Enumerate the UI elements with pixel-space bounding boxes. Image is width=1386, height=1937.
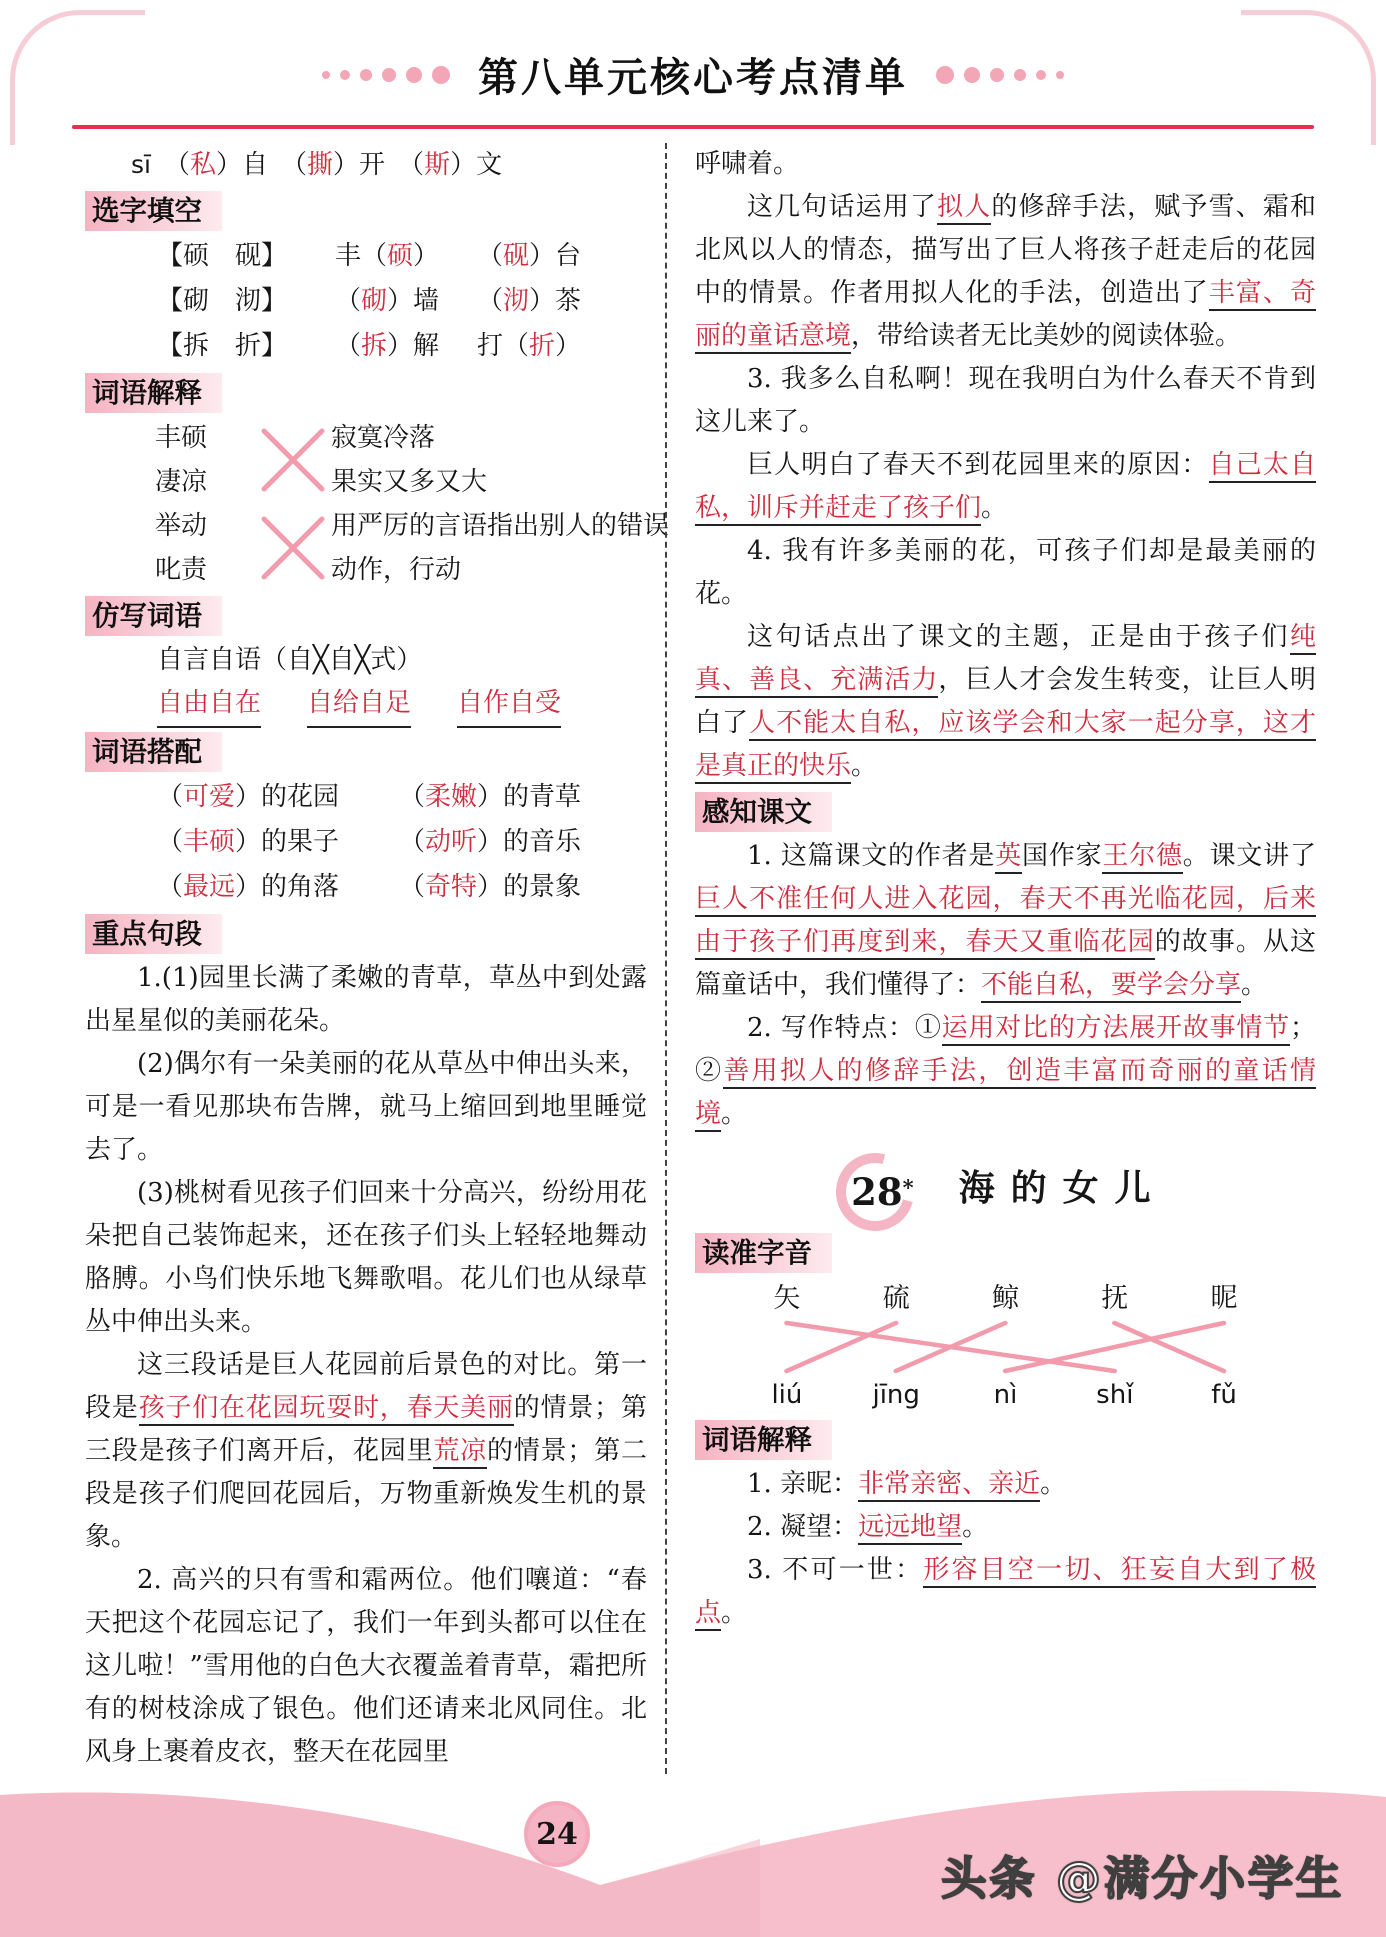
body-paragraph: 1. 这篇课文的作者是英国作家王尔德。课文讲了巨人不准任何人进入花园，春天不再光临花园，后来由于孩子们再度到来，春天又重临花园的故事。从这篇童话中，我们懂得了：不能自私，要学会分享。 <box>695 835 1316 1007</box>
body-paragraph: 1. 亲昵：非常亲密、亲近。 <box>695 1463 1316 1506</box>
answer-blank: （沏）茶 <box>477 286 582 316</box>
match-definition: 寂寞冷落 <box>331 423 436 453</box>
match-word: 举动 <box>155 511 208 541</box>
lesson-star: * <box>902 1175 914 1200</box>
answer-blank: 丰（硕） <box>335 241 440 271</box>
collocation-item: （最远）的角落 <box>157 872 340 902</box>
body-paragraph: 这句话点出了课文的主题，正是由于孩子们纯真、善良、充满活力，巨人才会发生转变，让巨人明白了人不能太自私，应该学会和大家一起分享，这才是真正的快乐。 <box>695 616 1316 788</box>
word-matching-group <box>85 504 670 592</box>
match-definition: 用严厉的言语指出别人的错误 <box>331 511 670 541</box>
body-paragraph: 呼啸着。 <box>695 149 800 179</box>
pinyin-fill-line: sī （私）自 （撕）开 （斯）文 <box>131 150 503 180</box>
body-paragraph: 这几句话运用了拟人的修辞手法，赋予雪、霜和北风以人的情态，描写出了巨人将孩子赶走后的花园中的情景。作者用拟人化的手法，创造出了丰富、奇丽的童话意境，带给读者无比美妙的阅读体验。 <box>695 186 1316 358</box>
lesson-number-badge <box>844 1151 920 1225</box>
page-footer <box>0 1777 1386 1937</box>
answer-blank: （砚）台 <box>477 241 582 271</box>
char-pair-label: 【拆 折】 <box>157 331 288 361</box>
collocation-row <box>85 820 647 865</box>
match-word: 叱责 <box>155 555 208 585</box>
section-header-word-definitions: 词语解释 <box>85 373 222 413</box>
collocation-row <box>85 775 647 820</box>
pinyin: fǔ <box>1211 1380 1237 1410</box>
character-row <box>732 1278 1278 1320</box>
character: 鲸 <box>992 1283 1019 1314</box>
answer-blank: （砌）墙 <box>335 286 440 316</box>
matching-definitions <box>331 416 487 504</box>
decorative-dots-left <box>317 64 455 83</box>
corner-frame-top-right <box>1241 10 1376 145</box>
word-pattern: 自言自语（自╳自╳式） <box>157 645 423 675</box>
section-header-word-definitions-2: 词语解释 <box>695 1420 832 1460</box>
body-paragraph: 2. 写作特点：①运用对比的方法展开故事情节；②善用拟人的修辞手法，创造丰富而奇丽的童话情境。 <box>695 1007 1316 1136</box>
character: 抚 <box>1101 1283 1129 1314</box>
pattern-answer: 自作自受 <box>457 682 561 728</box>
section-header-collocation: 词语搭配 <box>85 732 222 772</box>
character: 昵 <box>1210 1283 1238 1314</box>
char-choice-row <box>85 324 647 369</box>
collocation-item: （柔嫩）的青草 <box>399 782 582 812</box>
match-definition: 果实又多又大 <box>331 467 488 497</box>
matching-definitions <box>331 504 669 592</box>
word-matching-group <box>85 416 647 504</box>
matching-cross-lines <box>261 507 325 589</box>
collocation-item: （奇特）的景象 <box>399 872 582 902</box>
left-column <box>85 143 670 1774</box>
collocation-row <box>85 865 647 910</box>
pinyin: shǐ <box>1096 1380 1134 1410</box>
body-paragraph: 这三段话是巨人花园前后景色的对比。第一段是孩子们在花园玩耍时，春天美丽的情景；第三段是孩子们离开后，花园里荒凉的情景；第二段是孩子们爬回花园后，万物重新焕发生机的景象。 <box>85 1350 647 1552</box>
body-paragraph: (3)桃树看见孩子们回来十分高兴，纷纷用花朵把自己装饰起来，还在孩子们头上轻轻地舞动胳膊。小鸟们快乐地飞舞歌唱。花儿们也从绿草丛中伸出头来。 <box>85 1178 647 1337</box>
collocation-item: （动听）的音乐 <box>399 827 582 857</box>
pinyin: liú <box>771 1380 803 1410</box>
character: 硫 <box>882 1283 910 1314</box>
collocation-item: （丰硕）的果子 <box>157 827 340 857</box>
char-pair-label: 【砌 沏】 <box>157 286 288 316</box>
pinyin-matching <box>732 1278 1278 1416</box>
body-paragraph: 4. 我有许多美丽的花，可孩子们却是最美丽的花。 <box>695 536 1316 609</box>
answer-blank: （拆）解 <box>335 331 440 361</box>
lesson-heading <box>695 1150 1316 1225</box>
body-paragraph: (2)偶尔有一朵美丽的花从草丛中伸出头来，可是一看见那块布告牌，就马上缩回到地里睡觉去了。 <box>85 1049 647 1165</box>
character: 矢 <box>773 1283 801 1314</box>
pinyin-match-lines <box>732 1320 1278 1374</box>
pattern-answers <box>85 682 647 728</box>
match-definition: 动作，行动 <box>331 555 462 585</box>
matching-cross-lines <box>261 419 325 501</box>
page-title: 第八单元核心考点清单 <box>478 55 908 101</box>
corner-frame-top-left <box>10 10 145 145</box>
lesson-title: 海的女儿 <box>958 1167 1167 1209</box>
section-header-key-sentences: 重点句段 <box>85 914 222 954</box>
collocation-item: （可爱）的花园 <box>157 782 340 812</box>
pinyin-row <box>732 1374 1278 1416</box>
char-pair-label: 【硕 砚】 <box>157 241 288 271</box>
answer-blank: 打（折） <box>477 331 582 361</box>
body-paragraph: 1.(1)园里长满了柔嫩的青草，草丛中到处露出星星似的美丽花朵。 <box>85 963 647 1036</box>
pinyin: nì <box>993 1380 1018 1410</box>
matching-words <box>155 416 261 504</box>
char-choice-row <box>85 234 647 279</box>
body-paragraph: 巨人明白了春天不到花园里来的原因：自己太自私，训斥并赶走了孩子们。 <box>695 444 1316 530</box>
body-paragraph: 2. 凝望：远远地望。 <box>695 1506 1316 1549</box>
section-header-comprehension: 感知课文 <box>695 792 832 832</box>
page-number-badge <box>524 1801 590 1867</box>
decorative-dots-right <box>931 64 1069 83</box>
page-header <box>0 0 1386 103</box>
pattern-answer: 自给自足 <box>307 682 411 728</box>
page-number: 24 <box>536 1816 578 1852</box>
section-header-pronunciation: 读准字音 <box>695 1233 832 1273</box>
right-column <box>665 143 1316 1774</box>
match-word: 凄凉 <box>155 467 208 497</box>
body-paragraph: 3. 不可一世：形容目空一切、狂妄自大到了极点。 <box>695 1549 1316 1635</box>
pinyin-match-lines-wrap <box>732 1320 1278 1374</box>
pinyin: jīng <box>872 1380 920 1410</box>
body-paragraph: 3. 我多么自私啊！现在我明白为什么春天不肯到这儿来了。 <box>695 364 1316 437</box>
char-choice-row <box>85 279 647 324</box>
body-paragraph: 2. 高兴的只有雪和霜两位。他们嚷道：“春天把这个花园忘记了，我们一年到头都可以住在这儿啦！”雪用他的白色大衣覆盖着青草，霜把所有的树枝涂成了银色。他们还请来北风同住。北风身上裹着皮衣，整天在花园里 <box>85 1565 647 1767</box>
match-word: 丰硕 <box>155 423 208 453</box>
pattern-answer: 自由自在 <box>157 682 261 728</box>
content-columns <box>0 129 1386 1774</box>
section-header-imitate-words: 仿写词语 <box>85 596 222 636</box>
watermark: 头条 @满分小学生 <box>941 1852 1344 1905</box>
lesson-number: 28 <box>851 1169 903 1214</box>
matching-words <box>155 504 261 592</box>
section-header-choose-character: 选字填空 <box>85 191 222 231</box>
